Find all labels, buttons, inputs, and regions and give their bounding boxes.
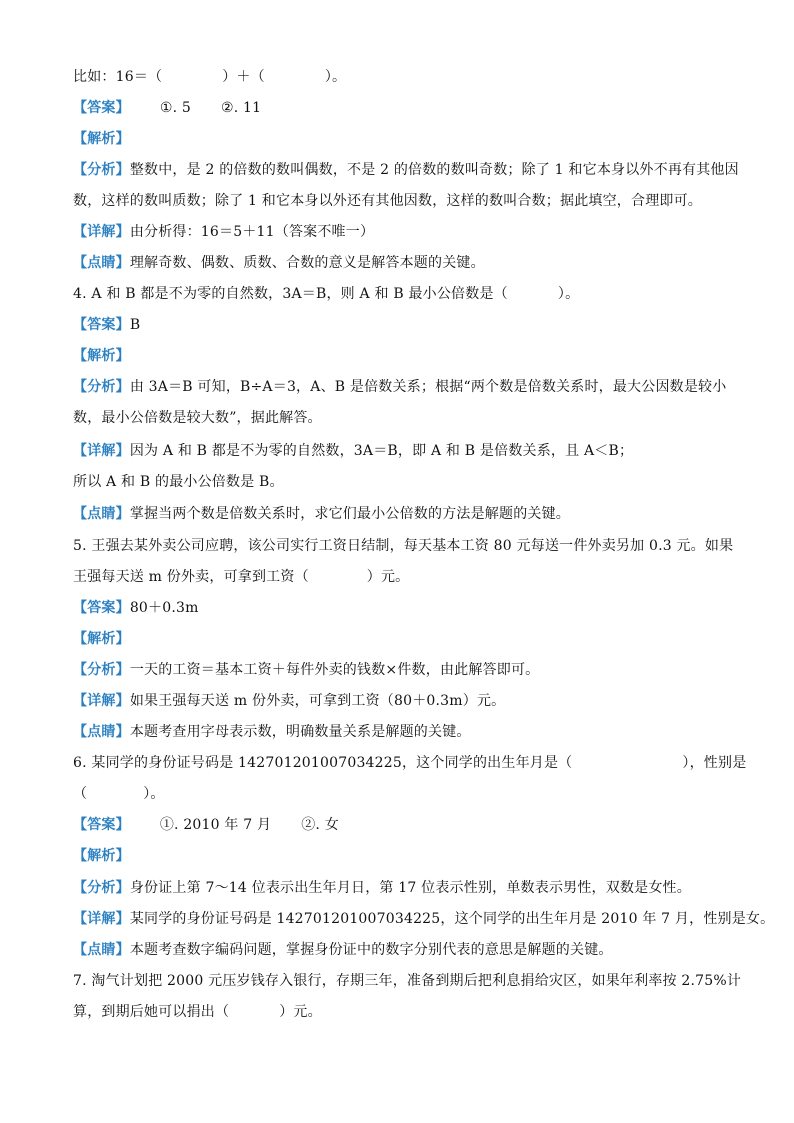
q4-dianjing: 掌握当两个数是倍数关系时，求它们最小公倍数的方法是解题的关键。 — [129, 506, 571, 522]
xiangjie-tag: 【详解】 — [73, 443, 130, 459]
q4-analysis-head — [73, 346, 733, 366]
q4-xiangjie-line-2: 所以 A 和 B 的最小公倍数是 B。 — [73, 474, 284, 490]
q3-fenxi-line-2: 数，这样的数叫质数；除了 1 和它本身以外还有其他因数，这样的数叫合数；据此填空，合理即可。 — [73, 193, 703, 209]
q6-fenxi-line — [73, 878, 733, 898]
q7-stem-line-1: 7. 淘气计划把 2000 元压岁钱存入银行，存期三年，准备到期后把利息捐给灾区，如果年利率按 2.75%计 — [73, 973, 742, 989]
q4-stem-line — [73, 284, 733, 304]
q6-analysis-head — [73, 846, 733, 866]
q6-stem-2a: （ — [73, 786, 88, 802]
q3-example-a: 比如：16＝（ — [73, 69, 163, 85]
q4-answer: B — [129, 317, 141, 333]
q4-stem-a: 4. A 和 B 都是不为零的自然数，3A＝B，则 A 和 B 最小公倍数是（ — [73, 286, 508, 302]
q5-xiangjie: 如果王强每天送 m 份外卖，可拿到工资（80＋0.3m）元。 — [129, 693, 506, 709]
q6-xiangjie: 某同学的身份证号码是 142701201007034225，这个同学的出生年月是 2010 年 7 月，性别是女。 — [129, 911, 775, 927]
dianjing-tag: 【点睛】 — [73, 255, 130, 271]
q5-stem-line-1: 5. 王强去某外卖公司应聘，该公司实行工资日结制，每天基本工资 80 元每送一件外卖另加 0.3 元。如果 — [73, 538, 734, 554]
q3-answer-1: ①. 5 — [159, 100, 191, 116]
answer-tag: 【答案】 — [73, 600, 130, 616]
q5-fenxi-line — [73, 660, 733, 680]
q6-stem-1b: ），性别是 — [682, 755, 747, 771]
analysis-tag: 【解析】 — [73, 131, 130, 147]
q6-answer-line — [73, 815, 733, 835]
analysis-tag: 【解析】 — [73, 848, 130, 864]
q5-analysis-head — [73, 629, 733, 649]
q6-dianjing-line — [73, 940, 733, 960]
dianjing-tag: 【点睛】 — [73, 506, 130, 522]
fenxi-tag: 【分析】 — [73, 379, 130, 395]
q5-stem-2b: ）元。 — [366, 569, 410, 585]
q5-stem-2a: 王强每天送 m 份外卖，可拿到工资（ — [73, 569, 309, 585]
q3-example-c: ）。 — [324, 69, 347, 85]
q5-stem-line-2 — [73, 567, 733, 587]
q3-dianjing: 理解奇数、偶数、质数、合数的意义是解答本题的关键。 — [129, 255, 485, 271]
analysis-tag: 【解析】 — [73, 348, 130, 364]
fenxi-tag: 【分析】 — [73, 880, 130, 896]
q5-answer-line — [73, 598, 733, 618]
q3-example-b: ）＋（ — [222, 69, 265, 85]
q4-xiangjie-1: 因为 A 和 B 都是不为零的自然数，3A＝B，即 A 和 B 是倍数关系，且 A＜B； — [129, 443, 634, 459]
q5-xiangjie-line — [73, 691, 733, 711]
q3-dianjing-line — [73, 253, 733, 273]
q3-answer-line — [73, 98, 733, 118]
q7-stem-line-2 — [73, 1002, 733, 1022]
q3-xiangjie: 由分析得：16＝5＋11（答案不唯一） — [129, 224, 375, 240]
q5-dianjing-line — [73, 722, 733, 742]
q4-answer-line — [73, 315, 733, 335]
answer-tag: 【答案】 — [73, 317, 130, 333]
q6-stem-line-2 — [73, 784, 733, 804]
q6-stem-2b: ）。 — [143, 786, 165, 802]
q4-xiangjie-line-1 — [73, 441, 733, 461]
q4-stem-b: ）。 — [557, 286, 580, 302]
answer-tag: 【答案】 — [73, 817, 130, 833]
q6-answer-2: ②. 女 — [301, 817, 339, 833]
q3-analysis-head — [73, 129, 733, 149]
q7-stem-2a: 算，到期后她可以捐出（ — [73, 1004, 230, 1020]
q4-fenxi-line-2: 数，最小公倍数是较大数”，据此解答。 — [73, 410, 322, 426]
fenxi-tag: 【分析】 — [73, 162, 130, 178]
dianjing-tag: 【点睛】 — [73, 724, 130, 740]
q4-fenxi-1: 由 3A＝B 可知，B÷A＝3，A、B 是倍数关系；根据“两个数是倍数关系时，最大公因数是较小 — [129, 379, 727, 395]
q6-stem-1a: 6. 某同学的身份证号码是 142701201007034225，这个同学的出生年月是（ — [73, 755, 573, 771]
q4-dianjing-line — [73, 504, 733, 524]
q6-stem-line-1 — [73, 753, 747, 773]
xiangjie-tag: 【详解】 — [73, 224, 130, 240]
q6-answer-1: ①. 2010 年 7 月 — [159, 817, 272, 833]
q3-xiangjie-line — [73, 222, 733, 242]
q6-dianjing: 本题考查数字编码问题，掌握身份证中的数字分别代表的意思是解题的关键。 — [129, 942, 613, 958]
q6-xiangjie-line — [73, 909, 775, 929]
answer-tag: 【答案】 — [73, 100, 130, 116]
q5-answer: 80＋0.3m — [129, 600, 199, 616]
q3-example-line — [73, 67, 733, 87]
xiangjie-tag: 【详解】 — [73, 693, 130, 709]
dianjing-tag: 【点睛】 — [73, 942, 130, 958]
q3-fenxi-line-1 — [73, 160, 739, 180]
q5-dianjing: 本题考查用字母表示数，明确数量关系是解题的关键。 — [129, 724, 471, 740]
q4-fenxi-line-1 — [73, 377, 733, 397]
q3-answer-2: ②. 11 — [220, 100, 262, 116]
q5-fenxi: 一天的工资＝基本工资＋每件外卖的钱数×件数，由此解答即可。 — [129, 662, 540, 678]
q3-fenxi-1: 整数中，是 2 的倍数的数叫偶数，不是 2 的倍数的数叫奇数；除了 1 和它本身以外不再有其他因 — [129, 162, 739, 178]
analysis-tag: 【解析】 — [73, 631, 130, 647]
fenxi-tag: 【分析】 — [73, 662, 130, 678]
q7-stem-2b: ）元。 — [279, 1004, 322, 1020]
q6-fenxi: 身份证上第 7～14 位表示出生年月日，第 17 位表示性别，单数表示男性，双数是女性。 — [129, 880, 691, 896]
xiangjie-tag: 【详解】 — [73, 911, 130, 927]
